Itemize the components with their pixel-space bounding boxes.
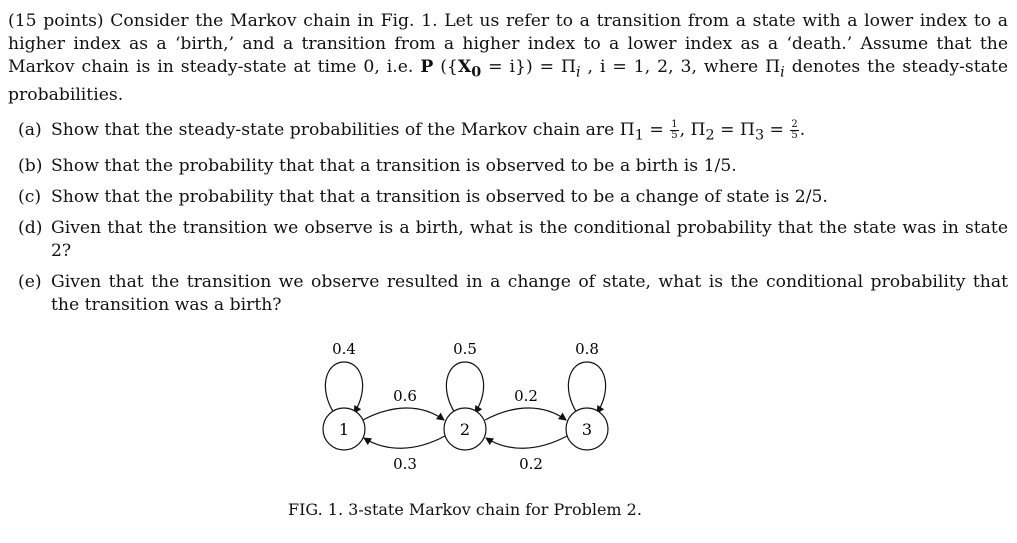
arrow-1-to-2 xyxy=(363,408,444,420)
arrow-2-to-3 xyxy=(485,408,566,420)
arrow-3-to-2 xyxy=(486,436,567,448)
part-a-text: Show that the steady-state probabilities of the Markov chain are Π xyxy=(51,120,635,140)
fraction-two-fifths: $\frac{2}{5}$ xyxy=(791,119,798,141)
x-subscript: 0 xyxy=(471,64,482,81)
part-c-text: Show that the probability that that a transition is observed to be a change of state is 2/5. xyxy=(51,187,828,208)
problem-parts xyxy=(18,119,1008,325)
prob-equality: = i}) = Π xyxy=(481,57,576,77)
state-label-1: 1 xyxy=(338,420,350,439)
part-b-text: Show that the probability that that a transition is observed to be a birth is 1/5. xyxy=(51,156,737,177)
prob-tail-2: denotes the steady-state probabilities. xyxy=(8,57,1008,106)
part-e-label: (e) xyxy=(18,272,42,293)
part-d xyxy=(18,217,1008,263)
part-d-label: (d) xyxy=(18,218,43,239)
part-e xyxy=(18,271,1008,317)
self-loop-label-2: 0.5 xyxy=(453,340,477,358)
pi-subscript-i-2: i xyxy=(780,64,785,81)
part-b-label: (b) xyxy=(18,156,43,177)
part-c-label: (c) xyxy=(18,187,42,208)
part-c xyxy=(18,186,1008,209)
self-loop-2 xyxy=(446,362,483,413)
pi2-subscript: 2 xyxy=(705,127,715,144)
prob-open: ({ xyxy=(433,57,458,77)
part-e-text: Given that the transition we observe resulted in a change of state, what is the conditional probability that the transition was a birth? xyxy=(51,272,1008,316)
part-a-end: . xyxy=(799,120,806,140)
part-a-mid: , Π xyxy=(679,120,706,140)
self-loop-label-1: 0.4 xyxy=(332,340,356,358)
fraction-one-fifth: $\frac{1}{5}$ xyxy=(671,119,678,141)
pi1-subscript: 1 xyxy=(634,127,644,144)
part-d-text: Given that the transition we observe is a birth, what is the conditional probability that the state was in state 2? xyxy=(51,218,1008,262)
part-b xyxy=(18,155,1008,178)
backward-label-3-2: 0.2 xyxy=(519,455,543,473)
forward-label-2-3: 0.2 xyxy=(514,387,538,405)
part-a-label: (a) xyxy=(18,120,42,140)
self-loop-label-3: 0.8 xyxy=(575,340,599,358)
pi-subscript-i: i xyxy=(575,64,581,81)
forward-label-1-2: 0.6 xyxy=(393,387,417,405)
part-a-eq2: = Π xyxy=(714,120,755,140)
self-loop-3 xyxy=(568,362,605,413)
part-a xyxy=(18,119,1008,147)
intro-text: (15 points) Consider the Markov chain in Fig. 1. Let us refer to a transition from a state with a lower index to a higher index as a ‘birth,’ and a transition from a higher index to a lower index as a ‘death.’ Assume that the Markov chain is in steady-state at time 0, i.e. xyxy=(8,11,1008,77)
state-label-2: 2 xyxy=(459,420,471,439)
state-label-3: 3 xyxy=(581,420,593,439)
backward-label-2-1: 0.3 xyxy=(393,455,417,473)
pi3-subscript: 3 xyxy=(754,127,765,144)
arrow-2-to-1 xyxy=(364,436,445,448)
figure-caption: FIG. 1. 3-state Markov chain for Problem 2. xyxy=(288,500,642,519)
x-symbol: X xyxy=(457,57,472,77)
prob-symbol: P xyxy=(420,57,434,77)
problem-intro xyxy=(8,10,1008,107)
part-a-eq3: = xyxy=(764,120,790,140)
part-a-eq1: = xyxy=(643,120,670,140)
markov-chain-diagram xyxy=(0,330,1017,490)
prob-tail: , i = 1, 2, 3, where Π xyxy=(580,57,781,77)
self-loop-1 xyxy=(325,362,362,413)
